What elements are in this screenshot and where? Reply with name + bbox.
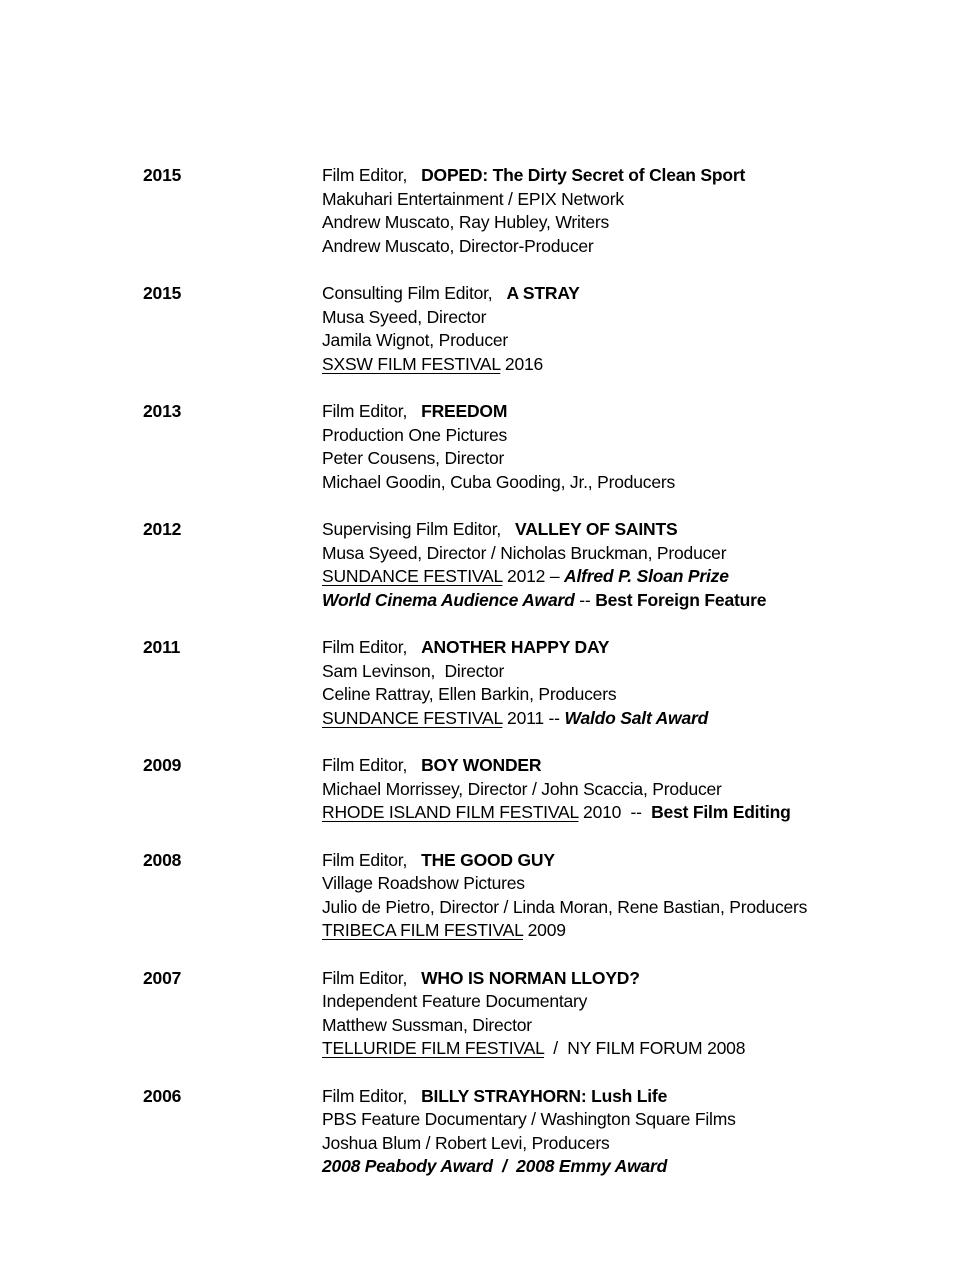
entry-line (322, 211, 745, 235)
text-segment-b: VALLEY OF SAINTS (515, 519, 678, 539)
entry-line (322, 471, 675, 495)
text-segment-r: Musa Syeed, Director / Nicholas Bruckman, Producer (322, 542, 727, 563)
text-segment-r: Michael Goodin, Cuba Gooding, Jr., Producers (322, 471, 676, 492)
text-segment-bi: World Cinema Audience Award (322, 589, 575, 610)
text-segment-b: WHO IS NORMAN LLOYD? (421, 967, 640, 988)
entry-line (322, 1132, 736, 1156)
entry-details (322, 754, 791, 825)
text-segment-bi: Waldo Salt Award (564, 707, 709, 728)
entry-line (322, 542, 766, 566)
filmography-entry (143, 1085, 903, 1179)
text-segment-b: BILLY STRAYHORN: Lush Life (421, 1085, 668, 1106)
entry-line (322, 329, 580, 353)
entry-details (322, 400, 675, 494)
text-segment-u: TRIBECA FILM FESTIVAL (322, 920, 523, 940)
text-segment-u: TELLURIDE FILM FESTIVAL (322, 1038, 544, 1058)
entry-details (322, 518, 766, 612)
filmography-entry (143, 282, 903, 376)
text-segment-r: Consulting Film Editor, (322, 283, 507, 303)
filmography-entry (143, 636, 903, 730)
entry-year: 2007 (143, 967, 182, 988)
text-segment-r: Jamila Wignot, Producer (322, 330, 509, 350)
text-segment-r: Matthew Sussman, Director (322, 1014, 532, 1035)
entry-line (322, 188, 745, 212)
text-segment-b: Best Film Editing (651, 802, 791, 822)
text-segment-bi: 2008 Peabody Award / 2008 Emmy Award (322, 1156, 668, 1176)
text-segment-r: Musa Syeed, Director (322, 306, 487, 327)
entry-line (322, 447, 675, 471)
entry-year: 2006 (143, 1085, 182, 1106)
entry-year: 2012 (143, 519, 182, 539)
text-segment-r: Peter Cousens, Director (322, 448, 505, 468)
text-segment-r: -- (574, 589, 596, 610)
entry-line (322, 400, 675, 424)
filmography-entry (143, 754, 903, 825)
entry-line (322, 872, 807, 896)
text-segment-u: SUNDANCE FESTIVAL (322, 707, 503, 728)
filmography-entry (143, 849, 903, 943)
entry-line (322, 282, 580, 306)
text-segment-r: Production One Pictures (322, 424, 508, 445)
entry-year: 2009 (143, 755, 182, 775)
entry-line (322, 424, 675, 448)
filmography-entry (143, 518, 903, 612)
entry-line (322, 660, 708, 684)
text-segment-r: 2011 -- (502, 707, 565, 728)
text-segment-r: Joshua Blum / Robert Levi, Producers (322, 1132, 610, 1153)
text-segment-r: 2010 -- (578, 802, 652, 822)
entry-line (322, 849, 807, 873)
text-segment-u: SUNDANCE FESTIVAL (322, 566, 503, 586)
text-segment-b: THE GOOD GUY (421, 849, 555, 870)
text-segment-b: FREEDOM (421, 401, 508, 421)
entry-line (322, 754, 791, 778)
text-segment-r: Julio de Pietro, Director / Linda Moran, Rene Bastian, Producers (322, 896, 808, 917)
filmography-entry (143, 400, 903, 494)
entry-line (322, 990, 745, 1014)
filmography-entry (143, 164, 903, 258)
text-segment-r: Andrew Muscato, Ray Hubley, Writers (322, 212, 610, 232)
text-segment-r: Supervising Film Editor, (322, 519, 516, 539)
text-segment-r: Andrew Muscato, Director-Producer (322, 235, 594, 256)
text-segment-r: Film Editor, (322, 1085, 422, 1106)
text-segment-b: A STRAY (506, 283, 580, 303)
entry-line (322, 518, 766, 542)
entry-year: 2008 (143, 849, 182, 870)
text-segment-r: Film Editor, (322, 849, 422, 870)
entry-line (322, 306, 580, 330)
entry-year: 2011 (143, 637, 181, 657)
entry-year: 2015 (143, 165, 182, 185)
entry-line (322, 1014, 745, 1038)
entry-line (322, 589, 766, 613)
entry-line (322, 1155, 736, 1179)
text-segment-r: Film Editor, (322, 165, 422, 185)
text-segment-r: Independent Feature Documentary (322, 991, 588, 1011)
text-segment-r: Celine Rattray, Ellen Barkin, Producers (322, 684, 617, 704)
text-segment-r: Makuhari Entertainment / EPIX Network (322, 188, 624, 209)
entry-year: 2013 (143, 401, 182, 421)
entry-line (322, 919, 807, 943)
filmography-list (143, 164, 903, 1203)
entry-line (322, 801, 791, 825)
text-segment-r: Village Roadshow Pictures (322, 873, 525, 893)
entry-line (322, 235, 745, 259)
text-segment-r: Michael Morrissey, Director / John Scaccia, Producer (322, 778, 722, 799)
entry-line (322, 967, 745, 991)
entry-details (322, 1085, 736, 1179)
entry-line (322, 1108, 736, 1132)
text-segment-r: / NY FILM FORUM 2008 (543, 1038, 746, 1058)
entry-details (322, 164, 745, 258)
text-segment-b: DOPED: The Dirty Secret of Clean Sport (421, 165, 746, 185)
entry-line (322, 896, 807, 920)
entry-line (322, 636, 708, 660)
entry-details (322, 967, 745, 1061)
text-segment-b: ANOTHER HAPPY DAY (421, 637, 610, 657)
text-segment-r: Film Editor, (322, 637, 422, 657)
text-segment-b: Best Foreign Feature (595, 589, 767, 610)
entry-line (322, 1037, 745, 1061)
entry-line (322, 353, 580, 377)
entry-year: 2015 (143, 283, 182, 303)
filmography-entry (143, 967, 903, 1061)
entry-details (322, 282, 580, 376)
text-segment-u: RHODE ISLAND FILM FESTIVAL (322, 802, 579, 822)
text-segment-r: 2016 (500, 353, 544, 374)
entry-details (322, 849, 807, 943)
entry-line (322, 164, 745, 188)
entry-line (322, 707, 708, 731)
text-segment-b: BOY WONDER (421, 755, 542, 775)
text-segment-r: Sam Levinson, Director (322, 660, 505, 681)
text-segment-r: 2009 (522, 920, 566, 940)
text-segment-r: Film Editor, (322, 755, 422, 775)
entry-line (322, 1085, 736, 1109)
entry-line (322, 778, 791, 802)
text-segment-r: Film Editor, (322, 967, 422, 988)
text-segment-bi: Alfred P. Sloan Prize (564, 566, 729, 586)
entry-line (322, 683, 708, 707)
entry-line (322, 565, 766, 589)
text-segment-r: Film Editor, (322, 401, 422, 421)
text-segment-r: PBS Feature Documentary / Washington Square Films (322, 1109, 736, 1129)
text-segment-u: SXSW FILM FESTIVAL (322, 353, 501, 374)
entry-details (322, 636, 708, 730)
text-segment-r: 2012 – (502, 566, 565, 586)
